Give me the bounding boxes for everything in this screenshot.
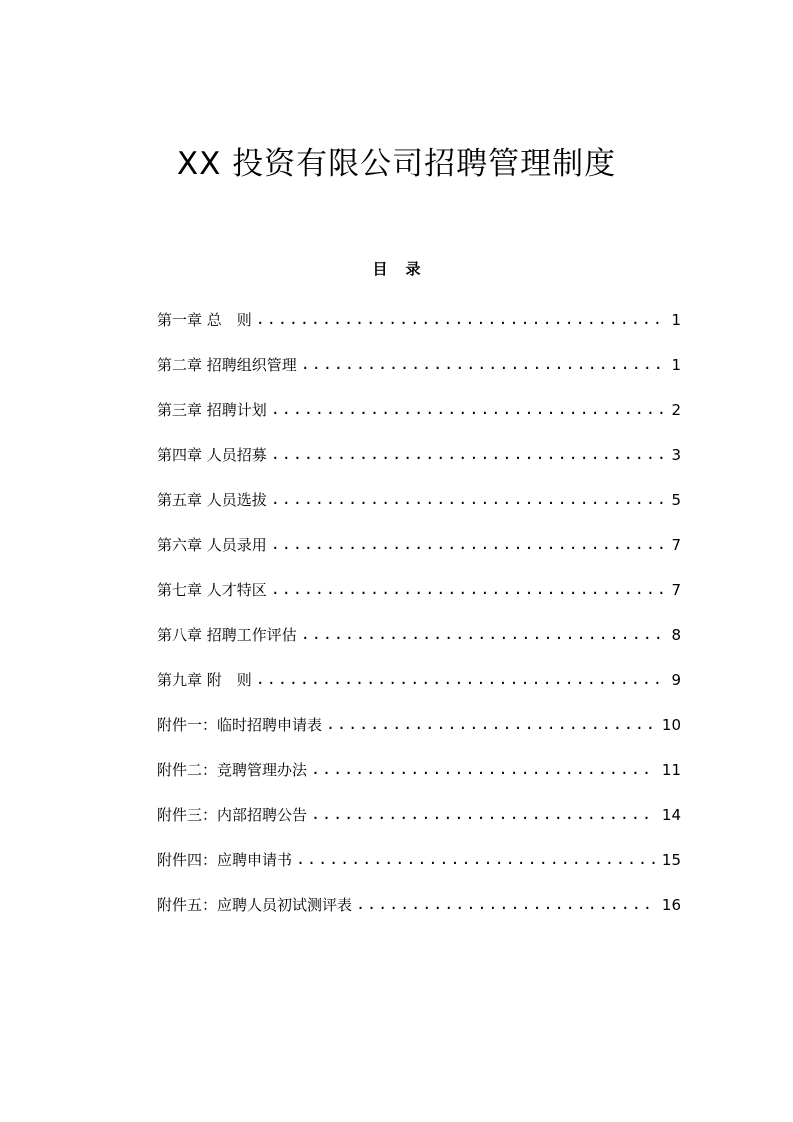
toc-entry-chapter-4[interactable]	[157, 444, 681, 489]
toc-entry-chapter-6[interactable]	[157, 534, 681, 579]
toc-entry-label: 第二章 招聘组织管理	[157, 356, 297, 374]
toc-entry-page: 7	[671, 581, 681, 599]
toc-dot-leader	[271, 535, 666, 553]
toc-entry-page: 9	[671, 671, 681, 689]
toc-entry-page: 14	[661, 806, 681, 824]
toc-entry-chapter-3[interactable]	[157, 399, 681, 444]
toc-entry-label: 附件四：应聘申请书	[157, 851, 293, 869]
toc-dot-leader	[356, 895, 656, 913]
toc-entry-chapter-5[interactable]	[157, 489, 681, 534]
toc-entry-page: 3	[671, 446, 681, 464]
toc-entry-appendix-4[interactable]	[157, 849, 681, 894]
toc-entry-appendix-5[interactable]	[157, 894, 681, 939]
toc-entry-chapter-2[interactable]	[157, 354, 681, 399]
toc-dot-leader	[296, 850, 656, 868]
toc-entry-label: 附件二：竞聘管理办法	[157, 761, 308, 779]
toc-entry-page: 8	[671, 626, 681, 644]
toc-entry-page: 5	[671, 491, 681, 509]
toc-heading	[0, 258, 793, 279]
table-of-contents	[157, 309, 681, 939]
toc-entry-page: 10	[661, 716, 681, 734]
toc-dot-leader	[271, 445, 666, 463]
toc-entry-page: 2	[671, 401, 681, 419]
toc-entry-chapter-9[interactable]	[157, 669, 681, 714]
toc-dot-leader	[301, 625, 666, 643]
toc-entry-label: 第五章 人员选拔	[157, 491, 267, 509]
toc-entry-label: 第七章 人才特区	[157, 581, 267, 599]
toc-entry-label: 第九章 附 则	[157, 671, 252, 689]
toc-dot-leader	[311, 805, 656, 823]
toc-entry-label: 第六章 人员录用	[157, 536, 267, 554]
toc-entry-chapter-1[interactable]	[157, 309, 681, 354]
toc-entry-appendix-3[interactable]	[157, 804, 681, 849]
toc-dot-leader	[271, 580, 666, 598]
toc-entry-page: 11	[661, 761, 681, 779]
toc-heading-left: 目	[372, 260, 388, 278]
toc-dot-leader	[311, 760, 656, 778]
toc-dot-leader	[301, 355, 666, 373]
toc-entry-label: 第四章 人员招募	[157, 446, 267, 464]
toc-dot-leader	[256, 670, 666, 688]
toc-entry-appendix-1[interactable]	[157, 714, 681, 759]
toc-dot-leader	[326, 715, 656, 733]
toc-entry-label: 附件五：应聘人员初试测评表	[157, 896, 353, 914]
document-title: XX 投资有限公司招聘管理制度	[176, 146, 617, 182]
toc-entry-page: 1	[671, 356, 681, 374]
toc-entry-page: 16	[661, 896, 681, 914]
toc-dot-leader	[271, 490, 666, 508]
toc-entry-label: 第一章 总 则	[157, 311, 252, 329]
toc-entry-page: 15	[661, 851, 681, 869]
toc-entry-label: 第三章 招聘计划	[157, 401, 267, 419]
toc-entry-appendix-2[interactable]	[157, 759, 681, 804]
toc-heading-right: 录	[405, 260, 421, 278]
toc-dot-leader	[256, 310, 666, 328]
toc-entry-page: 7	[671, 536, 681, 554]
toc-entry-chapter-7[interactable]	[157, 579, 681, 624]
toc-entry-chapter-8[interactable]	[157, 624, 681, 669]
toc-entry-label: 第八章 招聘工作评估	[157, 626, 297, 644]
toc-entry-label: 附件一：临时招聘申请表	[157, 716, 323, 734]
toc-entry-page: 1	[671, 311, 681, 329]
toc-entry-label: 附件三：内部招聘公告	[157, 806, 308, 824]
toc-dot-leader	[271, 400, 666, 418]
